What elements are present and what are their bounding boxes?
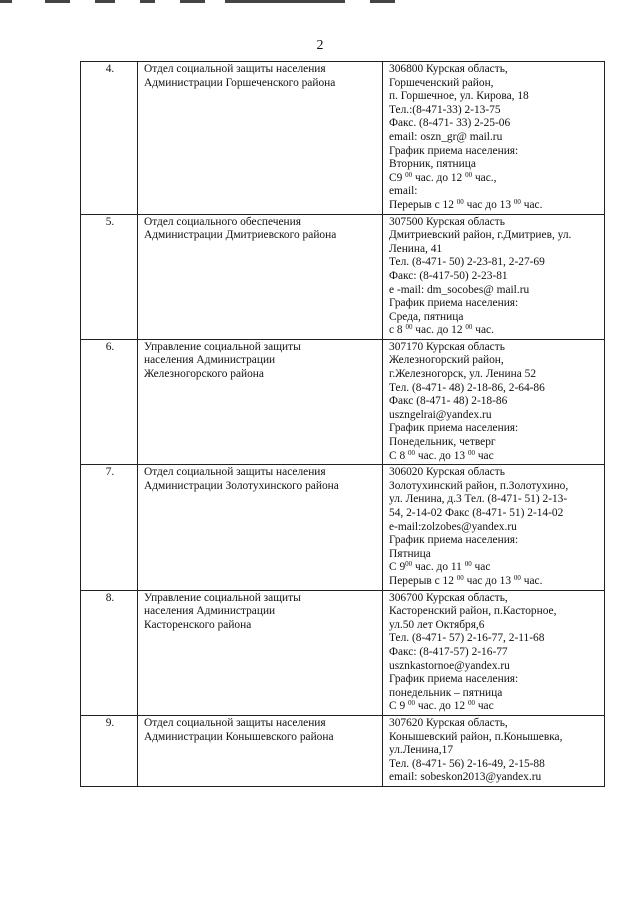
- office-name-line: Железногорского района: [144, 368, 264, 381]
- row-number: 6.: [81, 339, 138, 464]
- office-detail-line: 54, 2-14-02 Факс (8-471- 51) 2-14-02: [389, 507, 564, 519]
- office-detail-line: Касторенский район, п.Касторное,: [389, 605, 557, 618]
- offices-table-body: [81, 62, 605, 787]
- office-detail-line: Железногорский район,: [389, 354, 504, 367]
- office-detail-line: Факс (8-471- 48) 2-18-86: [389, 395, 508, 408]
- office-name-line: Отдел социального обеспечения: [144, 215, 301, 228]
- office-detail-line: Перерыв с 12 $^{00}$ час до 13 $^{00}$ час.: [389, 574, 543, 587]
- office-detail-line: п. Горшечное, ул. Кирова, 18: [389, 90, 529, 103]
- office-detail-line: Золотухинский район, п.Золотухино,: [389, 479, 569, 492]
- office-detail-line: Среда, пятница: [389, 310, 464, 323]
- office-detail-line: email: oszn_gr@ mail.ru: [389, 130, 503, 143]
- scan-artifact-line: [370, 0, 395, 3]
- office-name-line: Отдел социальной защиты населения: [144, 466, 326, 479]
- scan-artifact-line: [95, 0, 115, 3]
- table-row: [81, 62, 605, 215]
- office-name-line: Отдел социальной защиты населения: [144, 63, 326, 75]
- office-name-cell: [138, 339, 383, 464]
- office-detail-line: График приема населения:: [389, 144, 519, 157]
- office-name-line: Отдел социальной защиты населения: [144, 716, 326, 729]
- office-details-cell: [383, 465, 605, 590]
- office-name-line: Касторенского района: [144, 618, 252, 631]
- office-detail-line: понедельник – пятница: [389, 686, 503, 699]
- office-detail-line: г.Железногорск, ул. Ленина 52: [389, 368, 537, 381]
- table-row: [81, 465, 605, 590]
- office-detail-line: Конышевский район, п.Конышевка,: [389, 730, 563, 743]
- office-name-line: Администрации Золотухинского района: [144, 479, 339, 492]
- row-number: 8.: [81, 590, 138, 715]
- office-detail-line: Тел. (8-471- 48) 2-18-86, 2-64-86: [389, 381, 545, 394]
- office-detail-line: График приема населения:: [389, 673, 519, 686]
- office-detail-line: Тел. (8-471- 56) 2-16-49, 2-15-88: [389, 757, 545, 770]
- office-name-line: Управление социальной защиты: [144, 591, 301, 604]
- office-detail-line: График приема населения:: [389, 422, 519, 435]
- office-name-line: Администрации Конышевского района: [144, 730, 334, 743]
- office-detail-line: Тел. (8-471- 50) 2-23-81, 2-27-69: [389, 256, 545, 269]
- table-row: [81, 339, 605, 464]
- offices-table: [80, 61, 605, 787]
- row-number: 7.: [81, 465, 138, 590]
- row-number: 5.: [81, 214, 138, 339]
- scan-artifact-line: [0, 0, 12, 3]
- table-row: [81, 590, 605, 715]
- office-detail-line: С 9 $^{00}$ час. до 12 $^{00}$ час: [389, 700, 494, 713]
- office-name-cell: [138, 590, 383, 715]
- office-detail-line: ул.Ленина,17: [389, 744, 454, 757]
- row-number: 4.: [81, 62, 138, 215]
- office-detail-line: Ленина, 41: [389, 242, 443, 255]
- row-number: 9.: [81, 715, 138, 786]
- office-detail-line: С9 $^{00}$ час. до 12 $^{00}$ час.,: [389, 171, 497, 184]
- office-detail-line: Вторник, пятница: [389, 158, 476, 171]
- office-details-cell: [383, 62, 605, 215]
- office-detail-line: Тел.:(8-471-33) 2-13-75: [389, 103, 501, 116]
- office-detail-line: Пятница: [389, 547, 431, 560]
- office-detail-line: Понедельник, четверг: [389, 436, 496, 449]
- office-name-line: Администрации Горшеченского района: [144, 76, 336, 89]
- office-detail-line: С 8 $^{00}$ час. до 13 $^{00}$ час: [389, 449, 494, 462]
- office-detail-line: Тел. (8-471- 57) 2-16-77, 2-11-68: [389, 632, 545, 645]
- scan-artifact-line: [225, 0, 345, 3]
- office-name-line: населения Администрации: [144, 354, 276, 367]
- office-detail-line: Факс: (8-417-57) 2-16-77: [389, 645, 508, 658]
- office-detail-line: email:: [389, 185, 418, 198]
- office-detail-line: 307500 Курская область: [389, 215, 505, 228]
- office-name-line: населения Администрации: [144, 605, 276, 618]
- office-detail-line: 306700 Курская область,: [389, 591, 508, 604]
- office-name-cell: [138, 715, 383, 786]
- scan-artifact-line: [140, 0, 155, 3]
- office-detail-line: Факс: (8-417-50) 2-23-81: [389, 269, 508, 282]
- office-detail-line: email: sobeskon2013@yandex.ru: [389, 771, 542, 784]
- office-detail-line: 307620 Курская область,: [389, 716, 508, 729]
- table-row: [81, 214, 605, 339]
- office-details-cell: [383, 214, 605, 339]
- office-details-cell: [383, 715, 605, 786]
- office-detail-line: 306020 Курская область: [389, 466, 505, 479]
- table-row: [81, 715, 605, 786]
- office-name-cell: [138, 62, 383, 215]
- office-name-cell: [138, 465, 383, 590]
- office-detail-line: e -mail: dm_socobes@ mail.ru: [389, 283, 530, 296]
- office-detail-line: 306800 Курская область,: [389, 63, 508, 75]
- office-detail-line: с 8 $^{00}$ час. до 12 $^{00}$ час.: [389, 324, 494, 337]
- office-detail-line: 307170 Курская область: [389, 340, 505, 353]
- office-detail-line: С $9^{00}$ час. до 11 $^{00}$ час: [389, 561, 491, 574]
- scan-artifact-line: [45, 0, 70, 3]
- office-name-cell: [138, 214, 383, 339]
- office-detail-line: e-mail:zolzobes@yandex.ru: [389, 520, 517, 533]
- office-detail-line: Перерыв с 12 $^{00}$ час до 13 $^{00}$ час.: [389, 198, 543, 211]
- page-number: 2: [316, 38, 324, 53]
- office-detail-line: uszngelrai@yandex.ru: [389, 408, 492, 421]
- office-detail-line: Дмитриевский район, г.Дмитриев, ул.: [389, 229, 572, 242]
- office-name-line: Администрации Дмитриевского района: [144, 229, 337, 242]
- office-detail-line: ул. Ленина, д.3 Тел. (8-471- 51) 2-13-: [389, 493, 568, 506]
- office-name-line: Управление социальной защиты: [144, 340, 301, 353]
- office-detail-line: ул.50 лет Октября,6: [389, 618, 485, 631]
- office-detail-line: График приема населения:: [389, 534, 519, 547]
- office-details-cell: [383, 590, 605, 715]
- office-detail-line: Горшеченский район,: [389, 76, 494, 89]
- office-detail-line: График приема населения:: [389, 297, 519, 310]
- scan-artifact-line: [180, 0, 205, 3]
- office-details-cell: [383, 339, 605, 464]
- office-detail-line: Факс. (8-471- 33) 2-25-06: [389, 117, 511, 130]
- office-detail-line: usznkastornoe@yandex.ru: [389, 659, 510, 672]
